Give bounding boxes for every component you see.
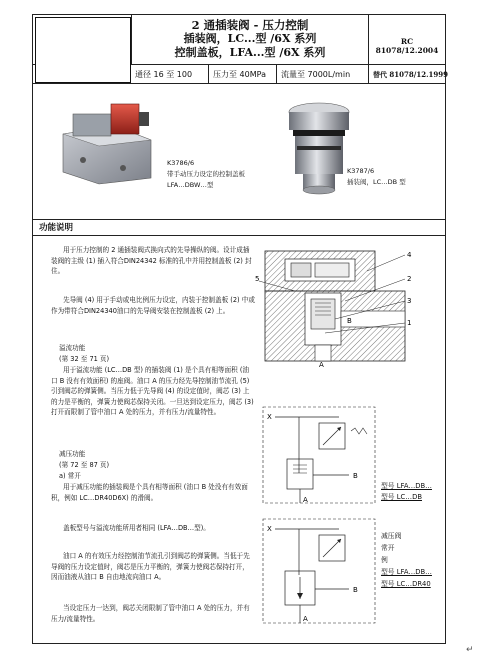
callout-3: 3 <box>407 297 412 305</box>
left-photo-desc: 带手动压力设定的控制盖板 <box>167 170 245 178</box>
port-b-label-3: B <box>353 586 358 594</box>
replaces-code: 替代 81078/12.1999 <box>373 70 449 79</box>
product-photo-area <box>33 84 445 220</box>
callout-2: 2 <box>407 275 412 283</box>
callout-1: 1 <box>407 319 412 327</box>
title-block <box>131 15 369 65</box>
left-photo-code: K3786/6 <box>167 159 195 167</box>
symbol-reducing <box>259 515 379 627</box>
right-photo-desc: 插装阀，LC…DB 型 <box>347 178 406 186</box>
reduce-page-ref: (第 72 至 87 页) <box>59 461 110 469</box>
logo-box <box>35 17 131 83</box>
ref-code: RC 81078/12.2004 <box>375 37 439 55</box>
left-photo-type: LFA…DBW…型 <box>167 181 214 189</box>
paragraph-2: 先导阀 (4) 用于手动或电比例压力设定，内装于控制盖板 (2) 中或作为带符合DIN24340油口的先导阀安装在控制盖板 (2) 上。 <box>51 296 255 315</box>
title-line-3: 控制盖板，LFA...型 /6X 系列 <box>174 46 326 59</box>
port-b-label: B <box>347 317 352 325</box>
relief-page-ref: (第 32 至 71 页) <box>59 355 110 363</box>
spec-flow: 流量至 7000L/min <box>277 65 369 84</box>
paragraph-return-mark: ↵ <box>466 645 474 655</box>
spec-size: 通径 16 至 100 <box>131 65 209 84</box>
reduce-subheading: a) 常开 <box>59 472 81 480</box>
reduce-heading: 减压功能 <box>59 450 86 458</box>
title-line-1: 2 通插装阀 - 压力控制 <box>191 18 309 32</box>
type2-line1: 型号 LFA…DB… <box>381 568 432 576</box>
port-a-label-2: A <box>303 496 308 504</box>
callout-5: 5 <box>255 275 260 283</box>
title-line-2: 插装阀，LC...型 /6X 系列 <box>183 32 317 45</box>
type1-line2: 型号 LC…DB <box>381 493 422 501</box>
port-x-label-2: X <box>267 525 272 533</box>
paragraph-5: 盖板型号与溢流功能所用者相同 (LFA…DB…型)。 <box>63 524 210 532</box>
port-x-label: X <box>267 413 272 421</box>
reduce-normally-open: 常开 <box>381 544 395 552</box>
paragraph-6: 油口 A 的有效压力经控制油节流孔引到阀芯的弹簧侧。当低于先导阀的压力设定值时，阀芯是压力平衡的，弹簧力使阀芯保持打开，因而油液从油口 B 自由地流向油口 A。 <box>51 552 250 581</box>
spec-row <box>131 65 449 84</box>
symbol-relief <box>259 403 379 507</box>
relief-heading: 溢流功能 <box>59 344 86 352</box>
datasheet-page <box>32 14 449 644</box>
port-a-label: A <box>319 361 324 369</box>
spec-pressure: 压力至 40MPa <box>209 65 277 84</box>
control-cover-photo <box>53 96 163 186</box>
port-a-label-3: A <box>303 615 308 623</box>
type1-line1: 型号 LFA…DB… <box>381 482 432 490</box>
paragraph-1: 用于压力控制的 2 通插装阀式换向式的先导操纵的阀。设计成插装阀的主级 (1) 插入符合DIN24342 标准的孔中并用控制盖板 (2) 封住。 <box>51 246 252 275</box>
port-b-label-2: B <box>353 472 358 480</box>
paragraph-3: 用于溢流功能 (LC…DB 型) 的插装阀 (1) 是个具有相等面积 (油口 B 没有有效面积) 的座阀。油口 A 的压力经先导控制油节流孔 (5) 引到阀芯的弹簧侧。当压力低于先导阀 (4) 的设定值时，阀芯 (3) 上的力是平衡的，弹簧力使阀芯保持关闭。一旦达到设定压力，阀芯 (3) 打开而限制了管中油口 A 处的压力，并有压力/流量特性。 <box>51 366 254 416</box>
paragraph-4: 用于减压功能的插装阀是个具有相等面积 (油口 B 处没有有效面积，例如 LC…DR40D6X) 的滑阀。 <box>51 483 248 502</box>
reduce-example: 例 <box>381 556 388 564</box>
callout-4: 4 <box>407 251 412 259</box>
section-title: 功能说明 <box>33 220 445 236</box>
type2-line2: 型号 LC…DR40 <box>381 580 431 588</box>
right-photo-code: K3787/6 <box>347 167 375 175</box>
paragraph-7: 当设定压力一达到，阀芯关闭限制了管中油口 A 处的压力，并有压力/流量特性。 <box>51 604 250 623</box>
reduce-title: 减压阀 <box>381 532 402 540</box>
sectional-drawing <box>255 241 441 369</box>
